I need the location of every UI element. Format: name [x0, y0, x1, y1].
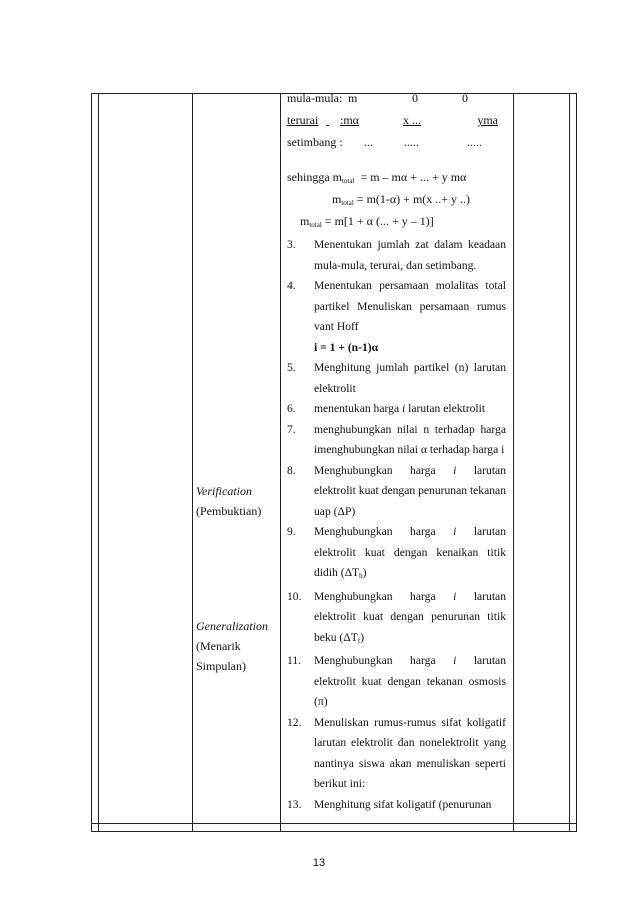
molality-line-1: sehingga $m_{total} = m - m\alpha$ + ... + y mα — [287, 170, 467, 185]
reaction-row2-label: terurai — [287, 113, 319, 127]
reaction-row1-col2: 0 — [412, 91, 418, 105]
generalization-subtitle-1: (Menarik — [196, 639, 241, 653]
table-divider-5 — [569, 93, 570, 831]
step-item: 5. Menghitung jumlah partikel (n) larutan elektrolit — [287, 361, 506, 395]
reaction-row3-col1: ... — [364, 135, 373, 149]
step-item: 4. Menentukan persamaan molalitas total partikel Menuliskan persamaan rumus vant Hoff i = 1 + (n-1)α — [287, 279, 506, 354]
table-divider-4 — [513, 93, 514, 831]
table-divider-3 — [280, 93, 281, 831]
reaction-row3-col3: ..... — [467, 135, 482, 149]
reaction-row2-col3: yma — [477, 113, 498, 127]
page-number: 13 — [312, 857, 326, 869]
generalization-subtitle-2: Simpulan) — [196, 659, 246, 673]
stage-verification — [196, 481, 261, 521]
reaction-row2-col2: x ... — [403, 113, 421, 127]
reaction-row2-spacer — [326, 113, 340, 127]
reaction-row1-label: mula-mula: — [287, 91, 343, 105]
stage-generalization — [196, 616, 268, 676]
step-item: 6. menentukan harga i larutan elektrolit — [287, 402, 486, 415]
activity-steps — [287, 235, 506, 815]
step-item: 8. Menghubungkan harga i larutan elektrolit kuat dengan penurunan tekanan uap (ΔP) — [287, 463, 507, 518]
reaction-row2-col1: :mα — [340, 113, 359, 127]
step-item: 10. Menghubungkan harga i larutan elektrolit kuat dengan penurunan titik beku $(\Delta T_f)$ — [287, 589, 507, 645]
step-item: 7. menghubungkan nilai n terhadap harga imenghubungkan nilai α terhadap harga i — [287, 422, 506, 456]
reaction-row1-col3: 0 — [462, 91, 468, 105]
table-divider-2 — [192, 93, 193, 831]
vant-hoff-formula: i = 1 + (n-1)α — [314, 340, 379, 354]
step-item: 13. Menghitung sifat koligatif (penurunan — [287, 797, 492, 811]
reaction-row3-label: setimbang : — [287, 135, 343, 149]
step-item: 3. Menentukan jumlah zat dalam keadaan mula-mula, terurai, dan setimbang. — [287, 238, 506, 272]
table-divider-1 — [98, 93, 99, 831]
verification-subtitle: (Pembuktian) — [196, 504, 262, 518]
table-bottom-rule — [91, 823, 576, 824]
verification-title: Verification — [196, 484, 252, 498]
step-item: 9. Menghubungkan harga i larutan elektrolit kuat dengan kenaikan titik didih $(\Delta T_b)$ — [287, 525, 507, 580]
molality-line-2: $m_{total} = m(1-\alpha) + m(x$ ..+ y ..) — [332, 192, 471, 207]
step-item: 12. Menuliskan rumus-rumus sifat koligatif larutan elektrolit dan nonelektrolit yang nantinya siswa akan menuliskan seperti berikut ini: — [287, 715, 506, 790]
molality-line-3: $m_{total} = m[1 + \alpha$ (... + y – 1)] — [300, 214, 434, 229]
generalization-title: Generalization — [196, 619, 268, 633]
reaction-row1-col1: m — [348, 91, 358, 105]
reaction-row3-col2: ..... — [404, 135, 419, 149]
step-item: 11. Menghubungkan harga i larutan elektrolit kuat dengan tekanan osmosis (π) — [287, 654, 507, 708]
